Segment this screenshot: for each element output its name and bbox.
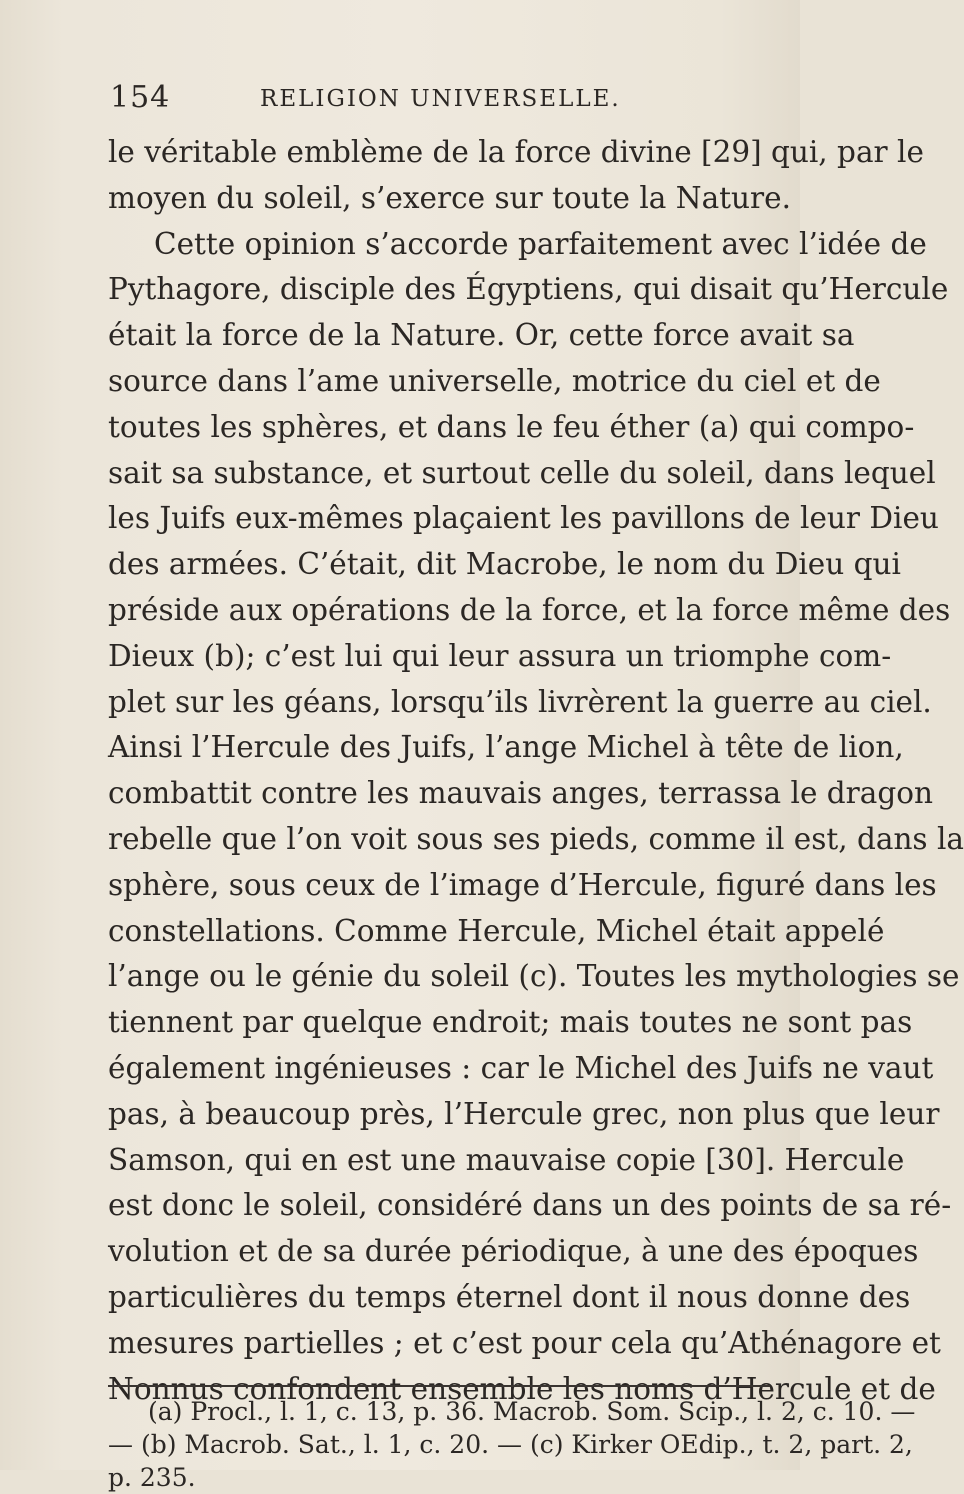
text-line: sait sa substance, et surtout celle du soleil, dans lequel xyxy=(108,455,936,490)
text-line: également ingénieuses : car le Michel des Juifs ne vaut xyxy=(108,1050,934,1085)
text-line: les Juifs eux-mêmes plaçaient les pavillons de leur Dieu xyxy=(108,501,939,536)
text-line: Ainsi l’Hercule des Juifs, l’ange Michel à tête de lion, xyxy=(108,730,904,765)
text-line: le véritable emblème de la force divine [29] qui, par le xyxy=(108,135,924,169)
text-line: Pythagore, disciple des Égyptiens, qui disait qu’Hercule xyxy=(108,272,949,307)
text-line: toutes les sphères, et dans le feu éther (a) qui compo- xyxy=(108,409,915,444)
text-line: Nonnus confondent ensemble les noms d’Hercule et de xyxy=(108,1371,936,1406)
text-line: particulières du temps éternel dont il nous donne des xyxy=(108,1279,911,1314)
text-line: rebelle que l’on voit sous ses pieds, comme il est, dans la xyxy=(108,821,964,856)
footnote-line: — (b) Macrob. Sat., l. 1, c. 20. — (c) Kirker OEdip., t. 2, part. 2, xyxy=(108,1430,913,1459)
text-line: tiennent par quelque endroit; mais toutes ne sont pas xyxy=(108,1005,913,1040)
page-number: 154 xyxy=(110,80,171,115)
text-line: pas, à beaucoup près, l’Hercule grec, non plus que leur xyxy=(108,1096,940,1131)
text-line: préside aux opérations de la force, et la force même des xyxy=(108,592,951,627)
footnote-line: (a) Procl., l. 1, c. 13, p. 36. Macrob. Som. Scip., l. 2, c. 10. — xyxy=(148,1397,916,1426)
page-header xyxy=(110,80,750,120)
text-line: constellations. Comme Hercule, Michel était appelé xyxy=(108,913,885,948)
text-line: combattit contre les mauvais anges, terrassa le dragon xyxy=(108,776,934,811)
text-line: Cette opinion s’accorde parfaitement avec l’idée de xyxy=(154,226,927,261)
footnote-divider xyxy=(108,1385,770,1387)
text-line: sphère, sous ceux de l’image d’Hercule, figuré dans les xyxy=(108,867,937,902)
text-line: mesures partielles ; et c’est pour cela qu’Athénagore et xyxy=(108,1325,941,1360)
text-line: Samson, qui en est une mauvaise copie [30]. Hercule xyxy=(108,1142,905,1177)
text-line: des armées. C’était, dit Macrobe, le nom du Dieu qui xyxy=(108,547,901,582)
text-line: était la force de la Nature. Or, cette force avait sa xyxy=(108,318,855,353)
footnotes xyxy=(108,1395,916,1494)
running-title: RELIGION UNIVERSELLE. xyxy=(260,86,621,112)
text-line: moyen du soleil, s’exerce sur toute la Nature. xyxy=(108,180,791,215)
footnote-line: p. 235. xyxy=(108,1463,196,1492)
text-line: l’ange ou le génie du soleil (c). Toutes les mythologies se xyxy=(108,959,960,994)
text-line: source dans l’ame universelle, motrice du ciel et de xyxy=(108,363,881,398)
text-line: Dieux (b); c’est lui qui leur assura un triomphe com- xyxy=(108,638,892,673)
text-line: volution et de sa durée périodique, à une des époques xyxy=(108,1234,919,1269)
text-line: plet sur les géans, lorsqu’ils livrèrent la guerre au ciel. xyxy=(108,684,932,719)
text-line: est donc le soleil, considéré dans un des points de sa ré- xyxy=(108,1188,952,1223)
